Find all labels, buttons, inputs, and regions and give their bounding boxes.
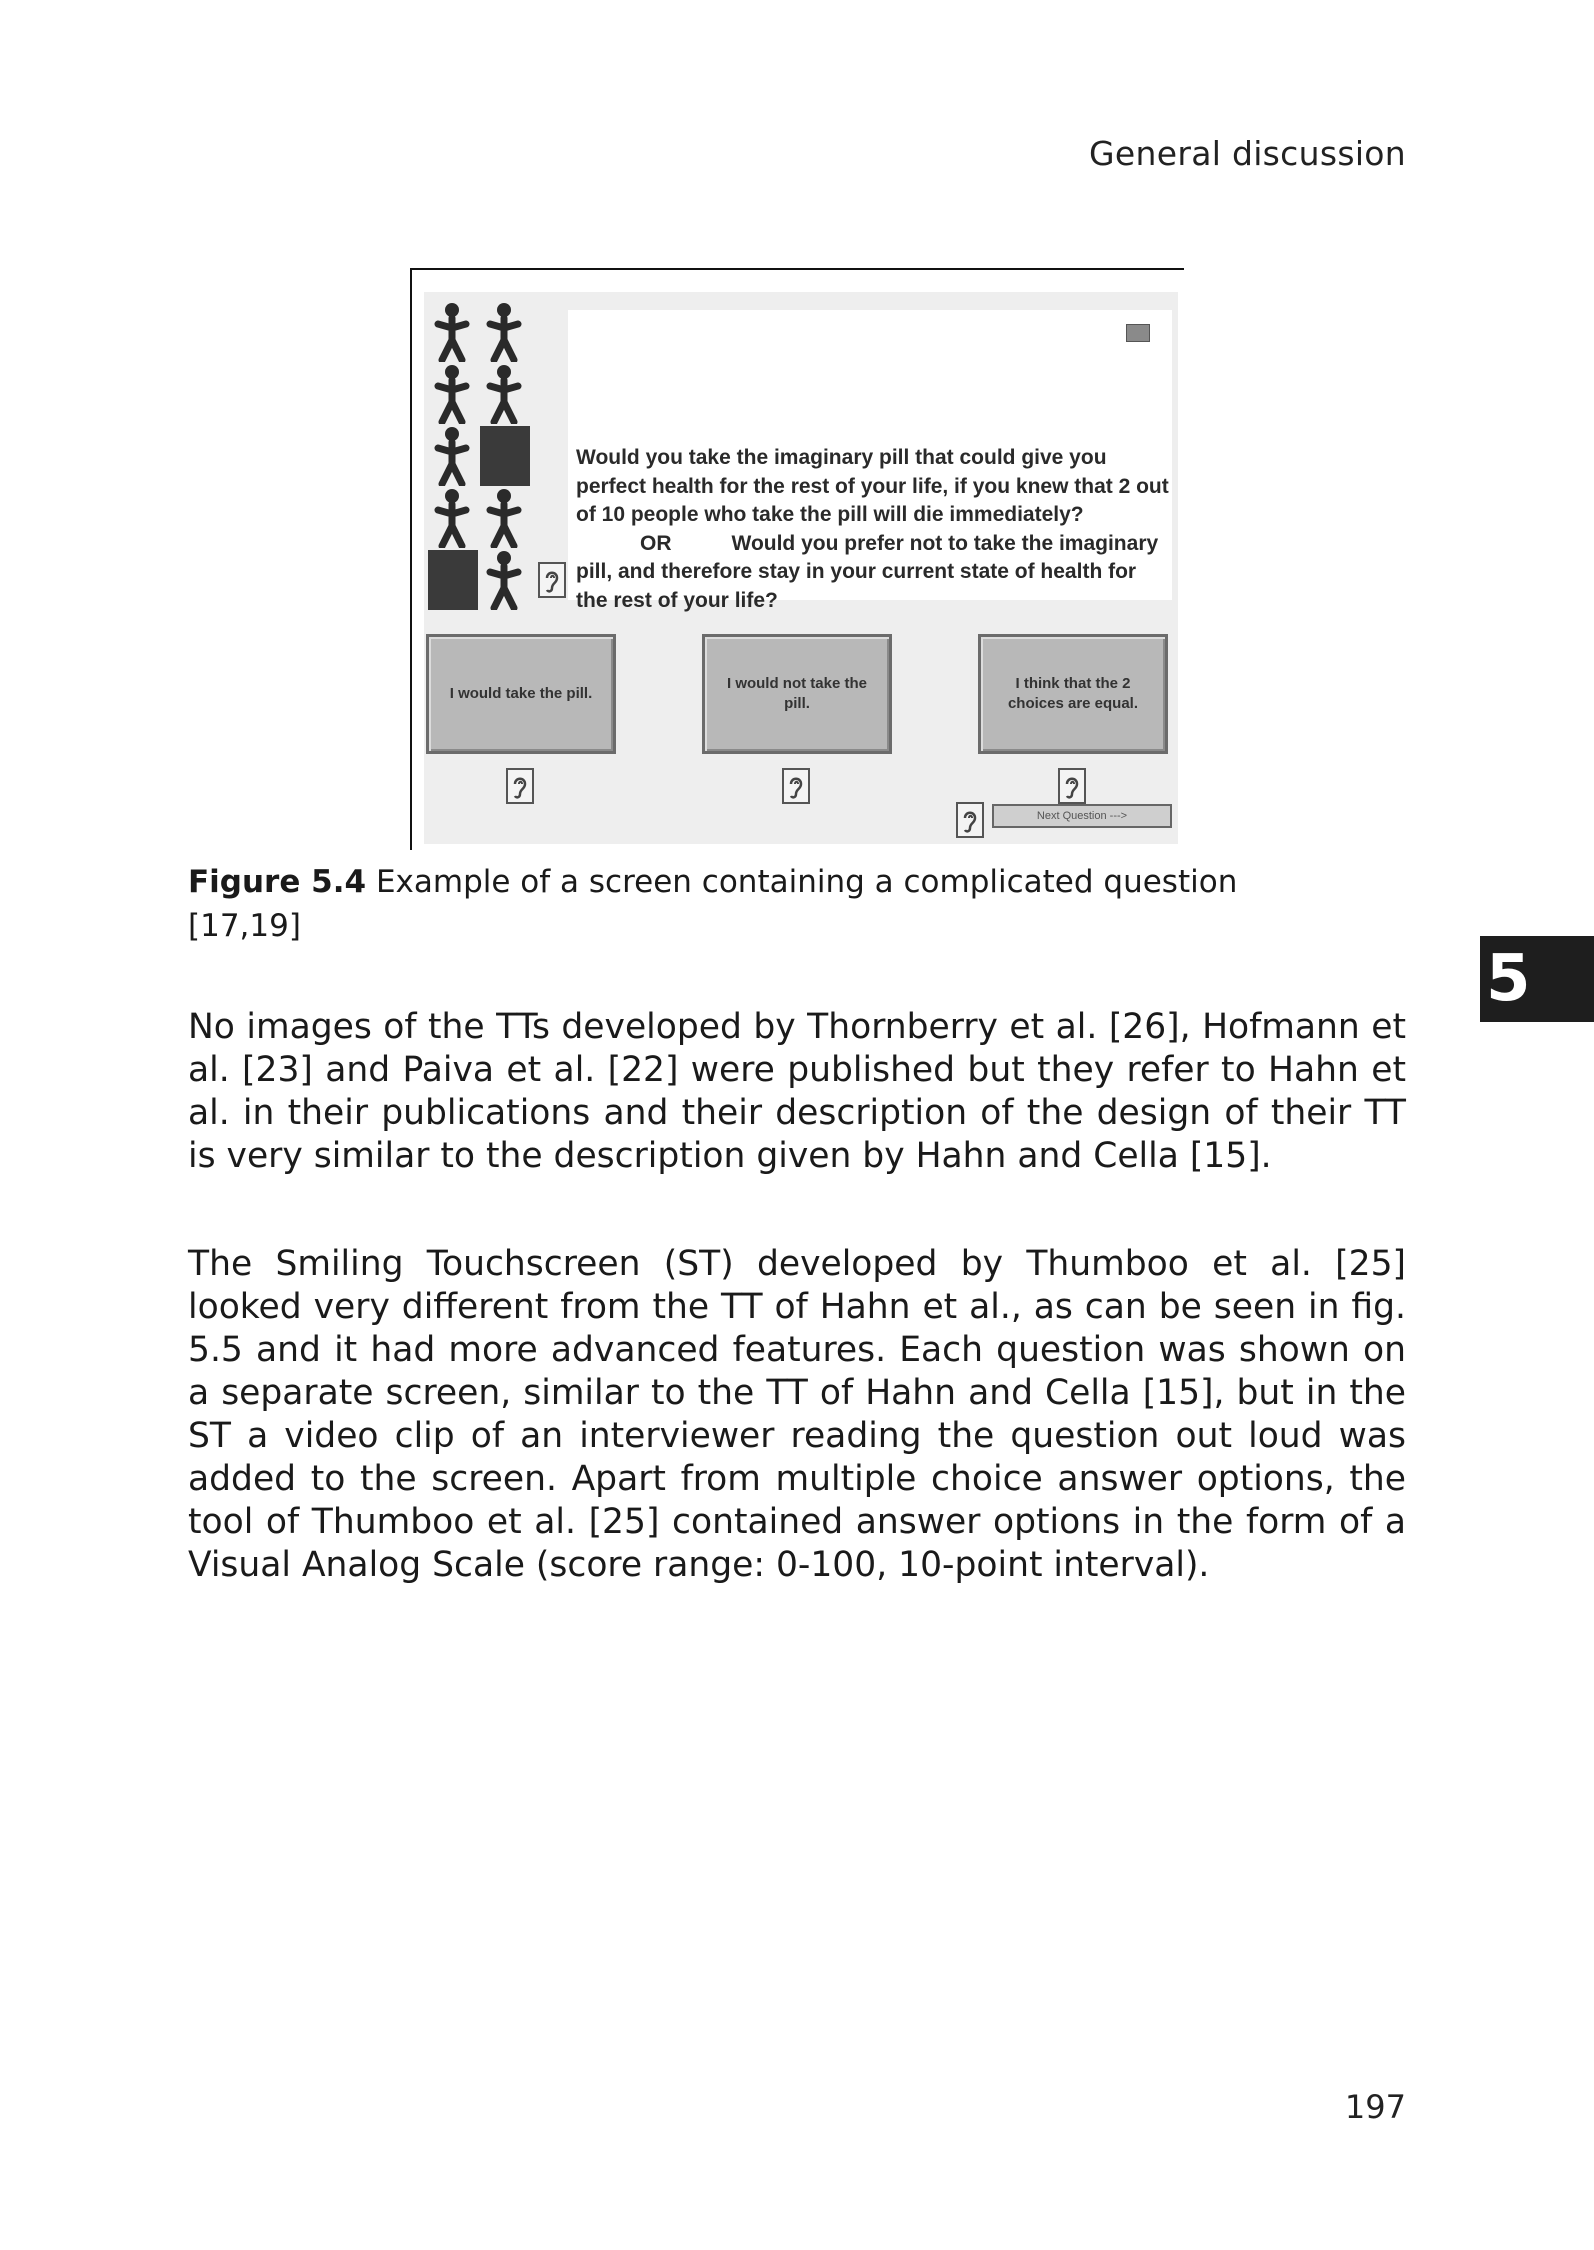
person-icon: [426, 488, 478, 548]
filled-square: [428, 550, 478, 610]
answer-button-choices-equal[interactable]: I think that the 2 choices are equal.: [978, 634, 1168, 754]
audio-ear-icon[interactable]: [956, 802, 984, 838]
figure-label: Figure 5.4: [188, 864, 367, 900]
caption-refs: [17,19]: [188, 908, 301, 944]
audio-ear-icon[interactable]: [1058, 768, 1086, 804]
filled-square: [480, 426, 530, 486]
question-panel: [568, 310, 1172, 612]
body-paragraph-1: No images of the TTs developed by Thornberry et al. [26], Hofmann et al. [23] and Paiva et al. [22] were published but they refer to Hahn et al. in their publications and their description of the design of their TT is very similar to the description given by Hahn and Cella [15].: [188, 1007, 1406, 1176]
person-icon: [478, 488, 530, 548]
person-icon: [426, 426, 478, 486]
figure-5-4: [410, 268, 1184, 850]
question-part-1: Would you take the imaginary pill that could give you perfect health for the rest of your life, if you knew that 2 out of 10 people who take the pill will die immediately?: [576, 446, 1169, 526]
answer-button-not-take-pill[interactable]: I would not take the pill.: [702, 634, 892, 754]
figure-caption: [188, 860, 1298, 948]
chapter-tab: [1480, 936, 1594, 1022]
caption-text: Example of a screen containing a complicated question: [375, 864, 1238, 900]
window-icon[interactable]: [1126, 324, 1150, 342]
person-icon: [478, 364, 530, 424]
running-head: General discussion: [1089, 134, 1406, 173]
question-part-2: Would you prefer not to take the imaginary pill, and therefore stay in your current state of health for the rest of your life?: [576, 531, 1159, 612]
body-paragraph-2: The Smiling Touchscreen (ST) developed by Thumboo et al. [25] looked very different from the TT of Hahn et al., as can be seen in fig. 5.5 and it had more advanced features. Each question was shown on a separate screen, similar to the TT of Hahn and Cella [15], but in the ST a video clip of an interviewer reading the question out loud was added to the screen. Apart from multiple choice answer options, the tool of Thumboo et al. [25] contained answer options in the form of a Visual Analog Scale (score range: 0-100, 10-point interval).: [188, 1244, 1406, 1585]
chapter-number: 5: [1486, 942, 1531, 1016]
person-icon: [478, 550, 530, 610]
person-icon: [426, 302, 478, 362]
person-icon: [426, 364, 478, 424]
answer-button-take-pill[interactable]: I would take the pill.: [426, 634, 616, 754]
audio-ear-icon[interactable]: [538, 562, 566, 598]
page-number: 197: [1344, 2088, 1406, 2126]
question-or: OR: [640, 531, 672, 555]
touchscreen-mockup: [424, 292, 1178, 844]
next-question-button[interactable]: Next Question --->: [992, 804, 1172, 828]
person-icon: [478, 302, 530, 362]
audio-ear-icon[interactable]: [782, 768, 810, 804]
question-text: [576, 444, 1172, 615]
audio-ear-icon[interactable]: [506, 768, 534, 804]
